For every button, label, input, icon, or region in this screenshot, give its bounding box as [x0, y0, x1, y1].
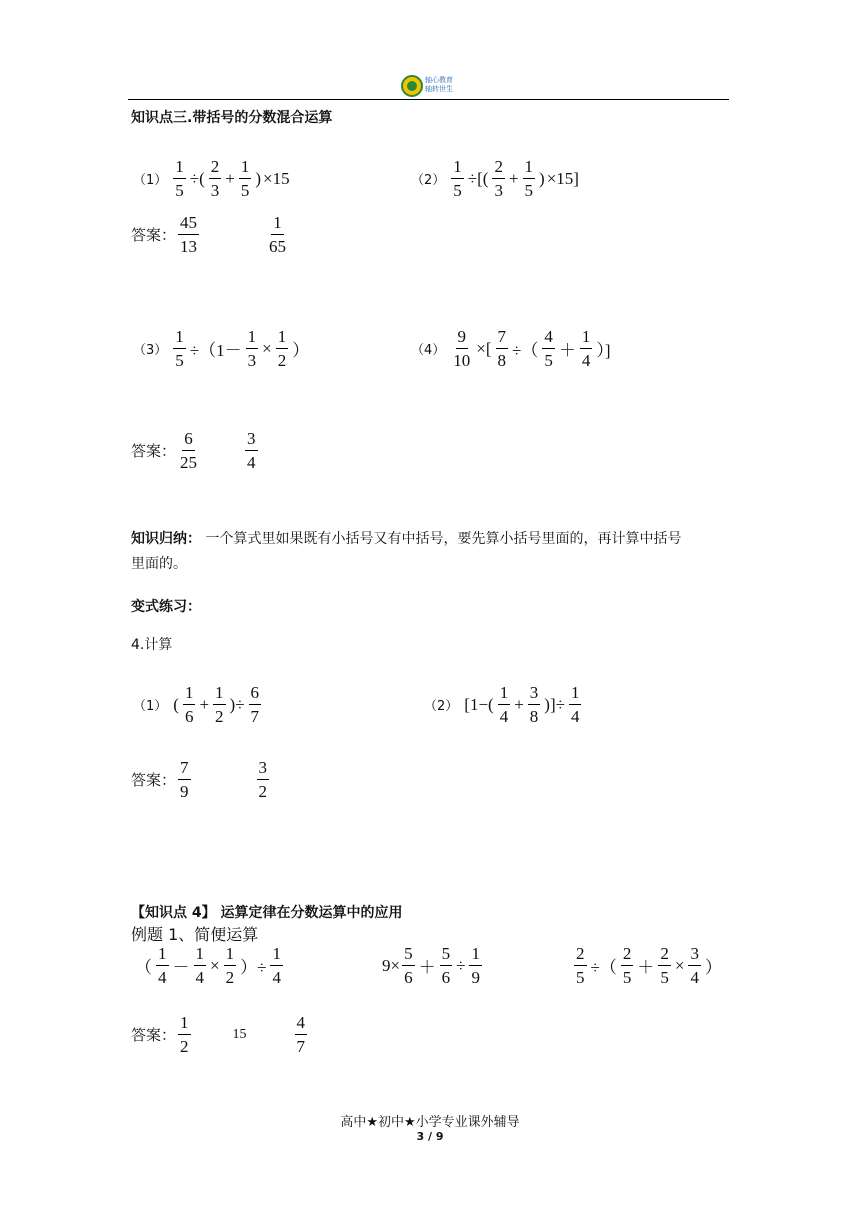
- example-answer-row: [131, 1014, 309, 1055]
- answer-fraction: $\frac{7}{9}$: [180, 758, 189, 801]
- fraction: $\frac{1}{2}$: [277, 327, 287, 370]
- answer-label: 答案：: [131, 771, 177, 789]
- problem-2: （2） $\frac{1}{5}$ ÷[( $\frac{2}{3}$ + $\frac{1}{5}$ ) ×15]: [411, 157, 579, 200]
- summary-text-2: 里面的。: [131, 556, 187, 572]
- logo-text-line2: 轴转世生: [425, 85, 453, 93]
- example-expr-3: $\frac{2}{5}$ ÷（ $\frac{2}{5}$ ＋ $\frac{2}{5}$ × $\frac{3}{4}$ ）: [576, 944, 722, 987]
- fraction: $\frac{4}{5}$: [544, 327, 553, 370]
- fraction: $\frac{1}{9}$: [471, 944, 480, 987]
- fraction: $\frac{5}{6}$: [441, 944, 451, 987]
- fraction: $\frac{1}{5}$: [175, 327, 184, 370]
- fraction: $\frac{2}{5}$: [660, 944, 669, 987]
- answer-fraction: $\frac{3}{2}$: [258, 758, 268, 801]
- section4-title: 【知识点 4】 运算定律在分数运算中的应用: [131, 905, 403, 921]
- summary-paragraph: [131, 527, 731, 577]
- practice-subtitle: 4.计算: [131, 637, 173, 653]
- problem-3-label: （3）: [133, 343, 168, 358]
- summary-label: 知识归纳：: [131, 531, 201, 547]
- fraction: $\frac{1}{5}$: [524, 157, 534, 200]
- example-expr-1: （ $\frac{1}{4}$ － $\frac{1}{4}$ × $\frac{1}{2}$ ）÷ $\frac{1}{4}$: [135, 944, 281, 987]
- problem-4-label: （4）: [411, 343, 446, 358]
- logo-text-line1: 轴心教育: [425, 76, 453, 84]
- practice-problem-1: （1） ( $\frac{1}{6}$ + $\frac{1}{2}$ )÷ $\frac{6}{7}$: [133, 683, 260, 726]
- header-logo: [401, 74, 461, 98]
- summary-text: 一个算式里如果既有小括号又有中括号，要先算小括号里面的，再计算中括号: [205, 531, 682, 547]
- answer-row-1: [131, 214, 290, 255]
- answer-fraction: $\frac{1}{2}$: [180, 1013, 189, 1056]
- fraction: $\frac{1}{5}$: [240, 157, 250, 200]
- problem-3: （3） $\frac{1}{5}$ ÷（1－ $\frac{1}{3}$ × $\frac{1}{2}$ ）: [133, 327, 310, 370]
- problem-1: （1） $\frac{1}{5}$ ÷( $\frac{2}{3}$ + $\frac{1}{5}$ ) ×15: [133, 157, 290, 200]
- practice-problem-1-label: （1）: [133, 699, 168, 714]
- fraction: $\frac{1}{5}$: [175, 157, 184, 200]
- fraction: $\frac{9}{10}$: [453, 327, 471, 370]
- fraction: $\frac{7}{8}$: [497, 327, 507, 370]
- answer-fraction: $\frac{1}{65}$: [269, 213, 287, 256]
- fraction: $\frac{6}{7}$: [250, 683, 260, 726]
- answer-label: 答案：: [131, 1026, 177, 1044]
- footer-text: 高中★初中★小学专业课外辅导: [340, 1115, 520, 1130]
- answer-fraction: $\frac{4}{7}$: [296, 1013, 306, 1056]
- problem-4: （4） $\frac{9}{10}$ ×[ $\frac{7}{8}$ ÷（ $\frac{4}{5}$ ＋ $\frac{1}{4}$ ）]: [411, 327, 611, 370]
- fraction: $\frac{2}{3}$: [210, 157, 220, 200]
- fraction: $\frac{3}{4}$: [690, 944, 699, 987]
- answer-row-2: [131, 430, 260, 471]
- practice-answer-row: [131, 759, 271, 800]
- answer-value: 15: [232, 1026, 247, 1042]
- answer-fraction: $\frac{45}{13}$: [180, 213, 198, 256]
- fraction: $\frac{1}{3}$: [247, 327, 257, 370]
- fraction: $\frac{1}{4}$: [158, 944, 167, 987]
- fraction: $\frac{2}{5}$: [622, 944, 632, 987]
- fraction: $\frac{1}{6}$: [184, 683, 194, 726]
- example-title: 例题 1、简便运算: [131, 925, 259, 944]
- fraction: $\frac{2}{5}$: [576, 944, 585, 987]
- fraction: $\frac{1}{4}$: [499, 683, 509, 726]
- page-number: 3 / 9: [416, 1130, 444, 1143]
- fraction: $\frac{1}{2}$: [225, 944, 235, 987]
- example-expr-2: 9× $\frac{5}{6}$ ＋ $\frac{5}{6}$ ÷ $\frac{1}{9}$: [382, 944, 480, 987]
- fraction: $\frac{1}{4}$: [581, 327, 591, 370]
- practice-problem-2: （2） [1−( $\frac{1}{4}$ + $\frac{3}{8}$ )]÷ $\frac{1}{4}$: [424, 683, 580, 726]
- fraction: $\frac{1}{4}$: [272, 944, 281, 987]
- answer-fraction: $\frac{6}{25}$: [180, 429, 198, 472]
- practice-problem-2-label: （2）: [424, 699, 459, 714]
- problem-1-label: （1）: [133, 173, 168, 188]
- answer-label: 答案：: [131, 226, 177, 244]
- fraction: $\frac{1}{5}$: [453, 157, 462, 200]
- fraction: $\frac{1}{4}$: [570, 683, 580, 726]
- fraction: $\frac{3}{8}$: [529, 683, 539, 726]
- header-rule: [128, 99, 729, 100]
- problem-2-label: （2）: [411, 173, 446, 188]
- fraction: $\frac{5}{6}$: [404, 944, 413, 987]
- fraction: $\frac{1}{2}$: [215, 683, 224, 726]
- practice-title: 变式练习：: [131, 599, 201, 615]
- section3-title: 知识点三.带括号的分数混合运算: [131, 110, 333, 126]
- fraction: $\frac{2}{3}$: [494, 157, 503, 200]
- answer-label: 答案：: [131, 442, 177, 460]
- fraction: $\frac{1}{4}$: [195, 944, 204, 987]
- answer-fraction: $\frac{3}{4}$: [247, 429, 256, 472]
